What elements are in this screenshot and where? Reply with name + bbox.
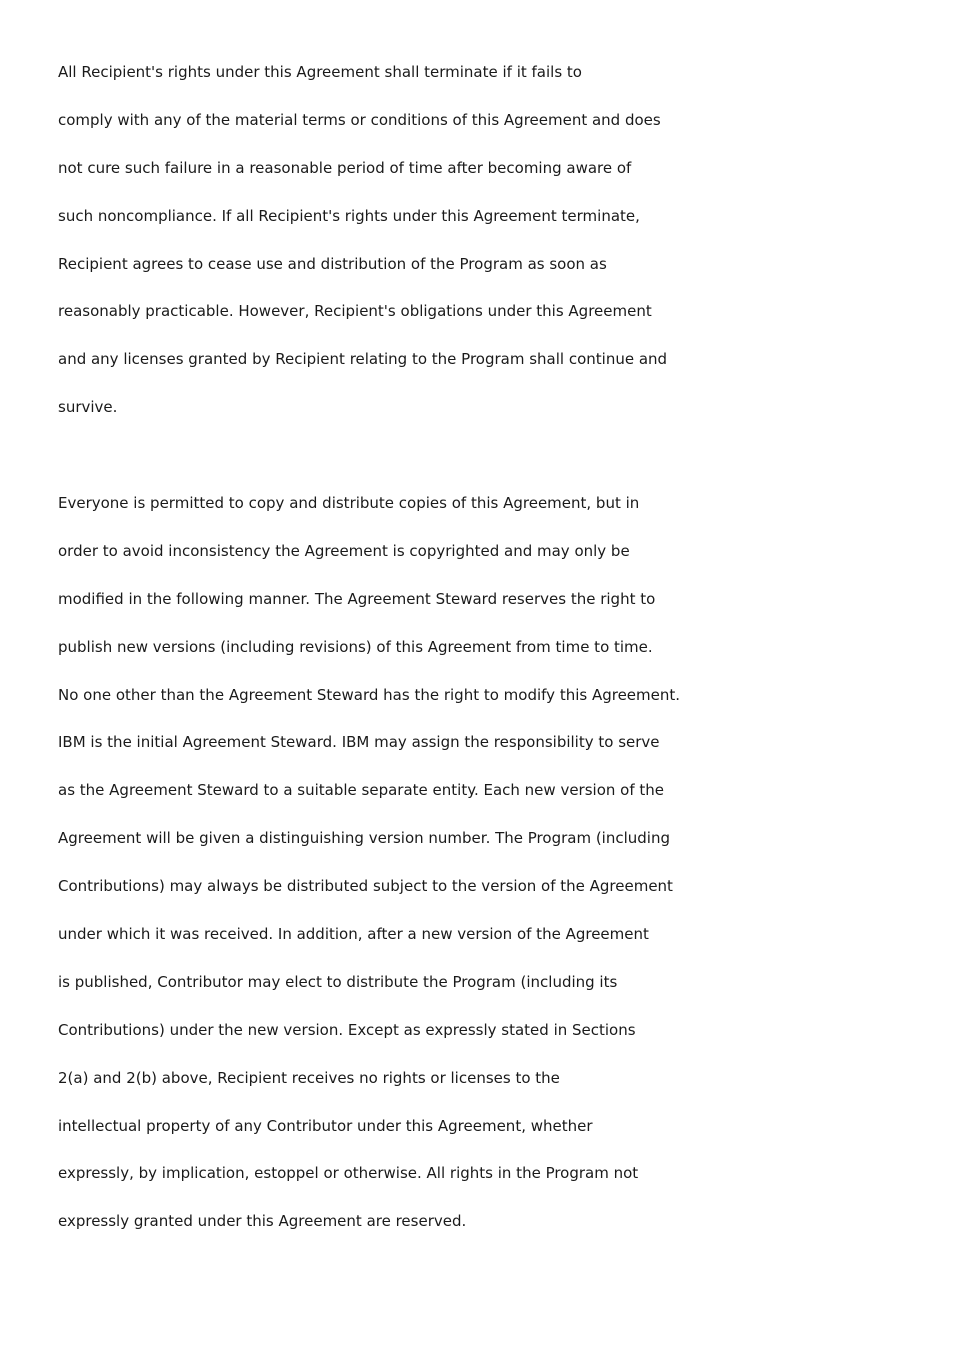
text-line: not cure such failure in a reasonable period of time after becoming aware of bbox=[58, 158, 632, 177]
text-line: comply with any of the material terms or conditions of this Agreement and does bbox=[58, 110, 661, 129]
text-line: Contributions) under the new version. Except as expressly stated in Sections bbox=[58, 1020, 636, 1039]
text-line: No one other than the Agreement Steward has the right to modify this Agreement. bbox=[58, 685, 681, 704]
text-line: as the Agreement Steward to a suitable separate entity. Each new version of the bbox=[58, 781, 664, 800]
text-line: under which it was received. In addition, after a new version of the Agreement bbox=[58, 925, 649, 944]
text-line: expressly granted under this Agreement are reserved. bbox=[58, 1212, 467, 1231]
text-line: Everyone is permitted to copy and distribute copies of this Agreement, but in bbox=[58, 494, 640, 512]
text-line: Recipient agrees to cease use and distribution of the Program as soon as bbox=[58, 254, 607, 273]
text-line: intellectual property of any Contributor under this Agreement, whether bbox=[58, 1116, 593, 1135]
text-line: and any licenses granted by Recipient relating to the Program shall continue and bbox=[58, 350, 668, 369]
text-line: modified in the following manner. The Agreement Steward reserves the right to bbox=[58, 589, 656, 608]
text-line: survive. bbox=[58, 398, 118, 417]
text-line: order to avoid inconsistency the Agreement is copyrighted and may only be bbox=[58, 541, 630, 560]
text-line: Agreement will be given a distinguishing version number. The Program (including bbox=[58, 829, 670, 848]
text-line: reasonably practicable. However, Recipient's obligations under this Agreement bbox=[58, 302, 652, 321]
text-line: publish new versions (including revisions) of this Agreement from time to time. bbox=[58, 637, 653, 656]
text-line: All Recipient's rights under this Agreement shall terminate if it fails to bbox=[58, 63, 582, 81]
text-line: Contributions) may always be distributed subject to the version of the Agreement bbox=[58, 877, 673, 896]
text-line: IBM is the initial Agreement Steward. IBM may assign the responsibility to serve bbox=[58, 733, 660, 752]
text-line: expressly, by implication, estoppel or otherwise. All rights in the Program not bbox=[58, 1164, 639, 1183]
paragraph-agreement-versions bbox=[58, 493, 918, 1259]
paragraph-termination bbox=[58, 62, 918, 445]
text-line: 2(a) and 2(b) above, Recipient receives no rights or licenses to the bbox=[58, 1068, 560, 1087]
text-line: is published, Contributor may elect to distribute the Program (including its bbox=[58, 972, 618, 991]
text-line: such noncompliance. If all Recipient's rights under this Agreement terminate, bbox=[58, 206, 640, 225]
